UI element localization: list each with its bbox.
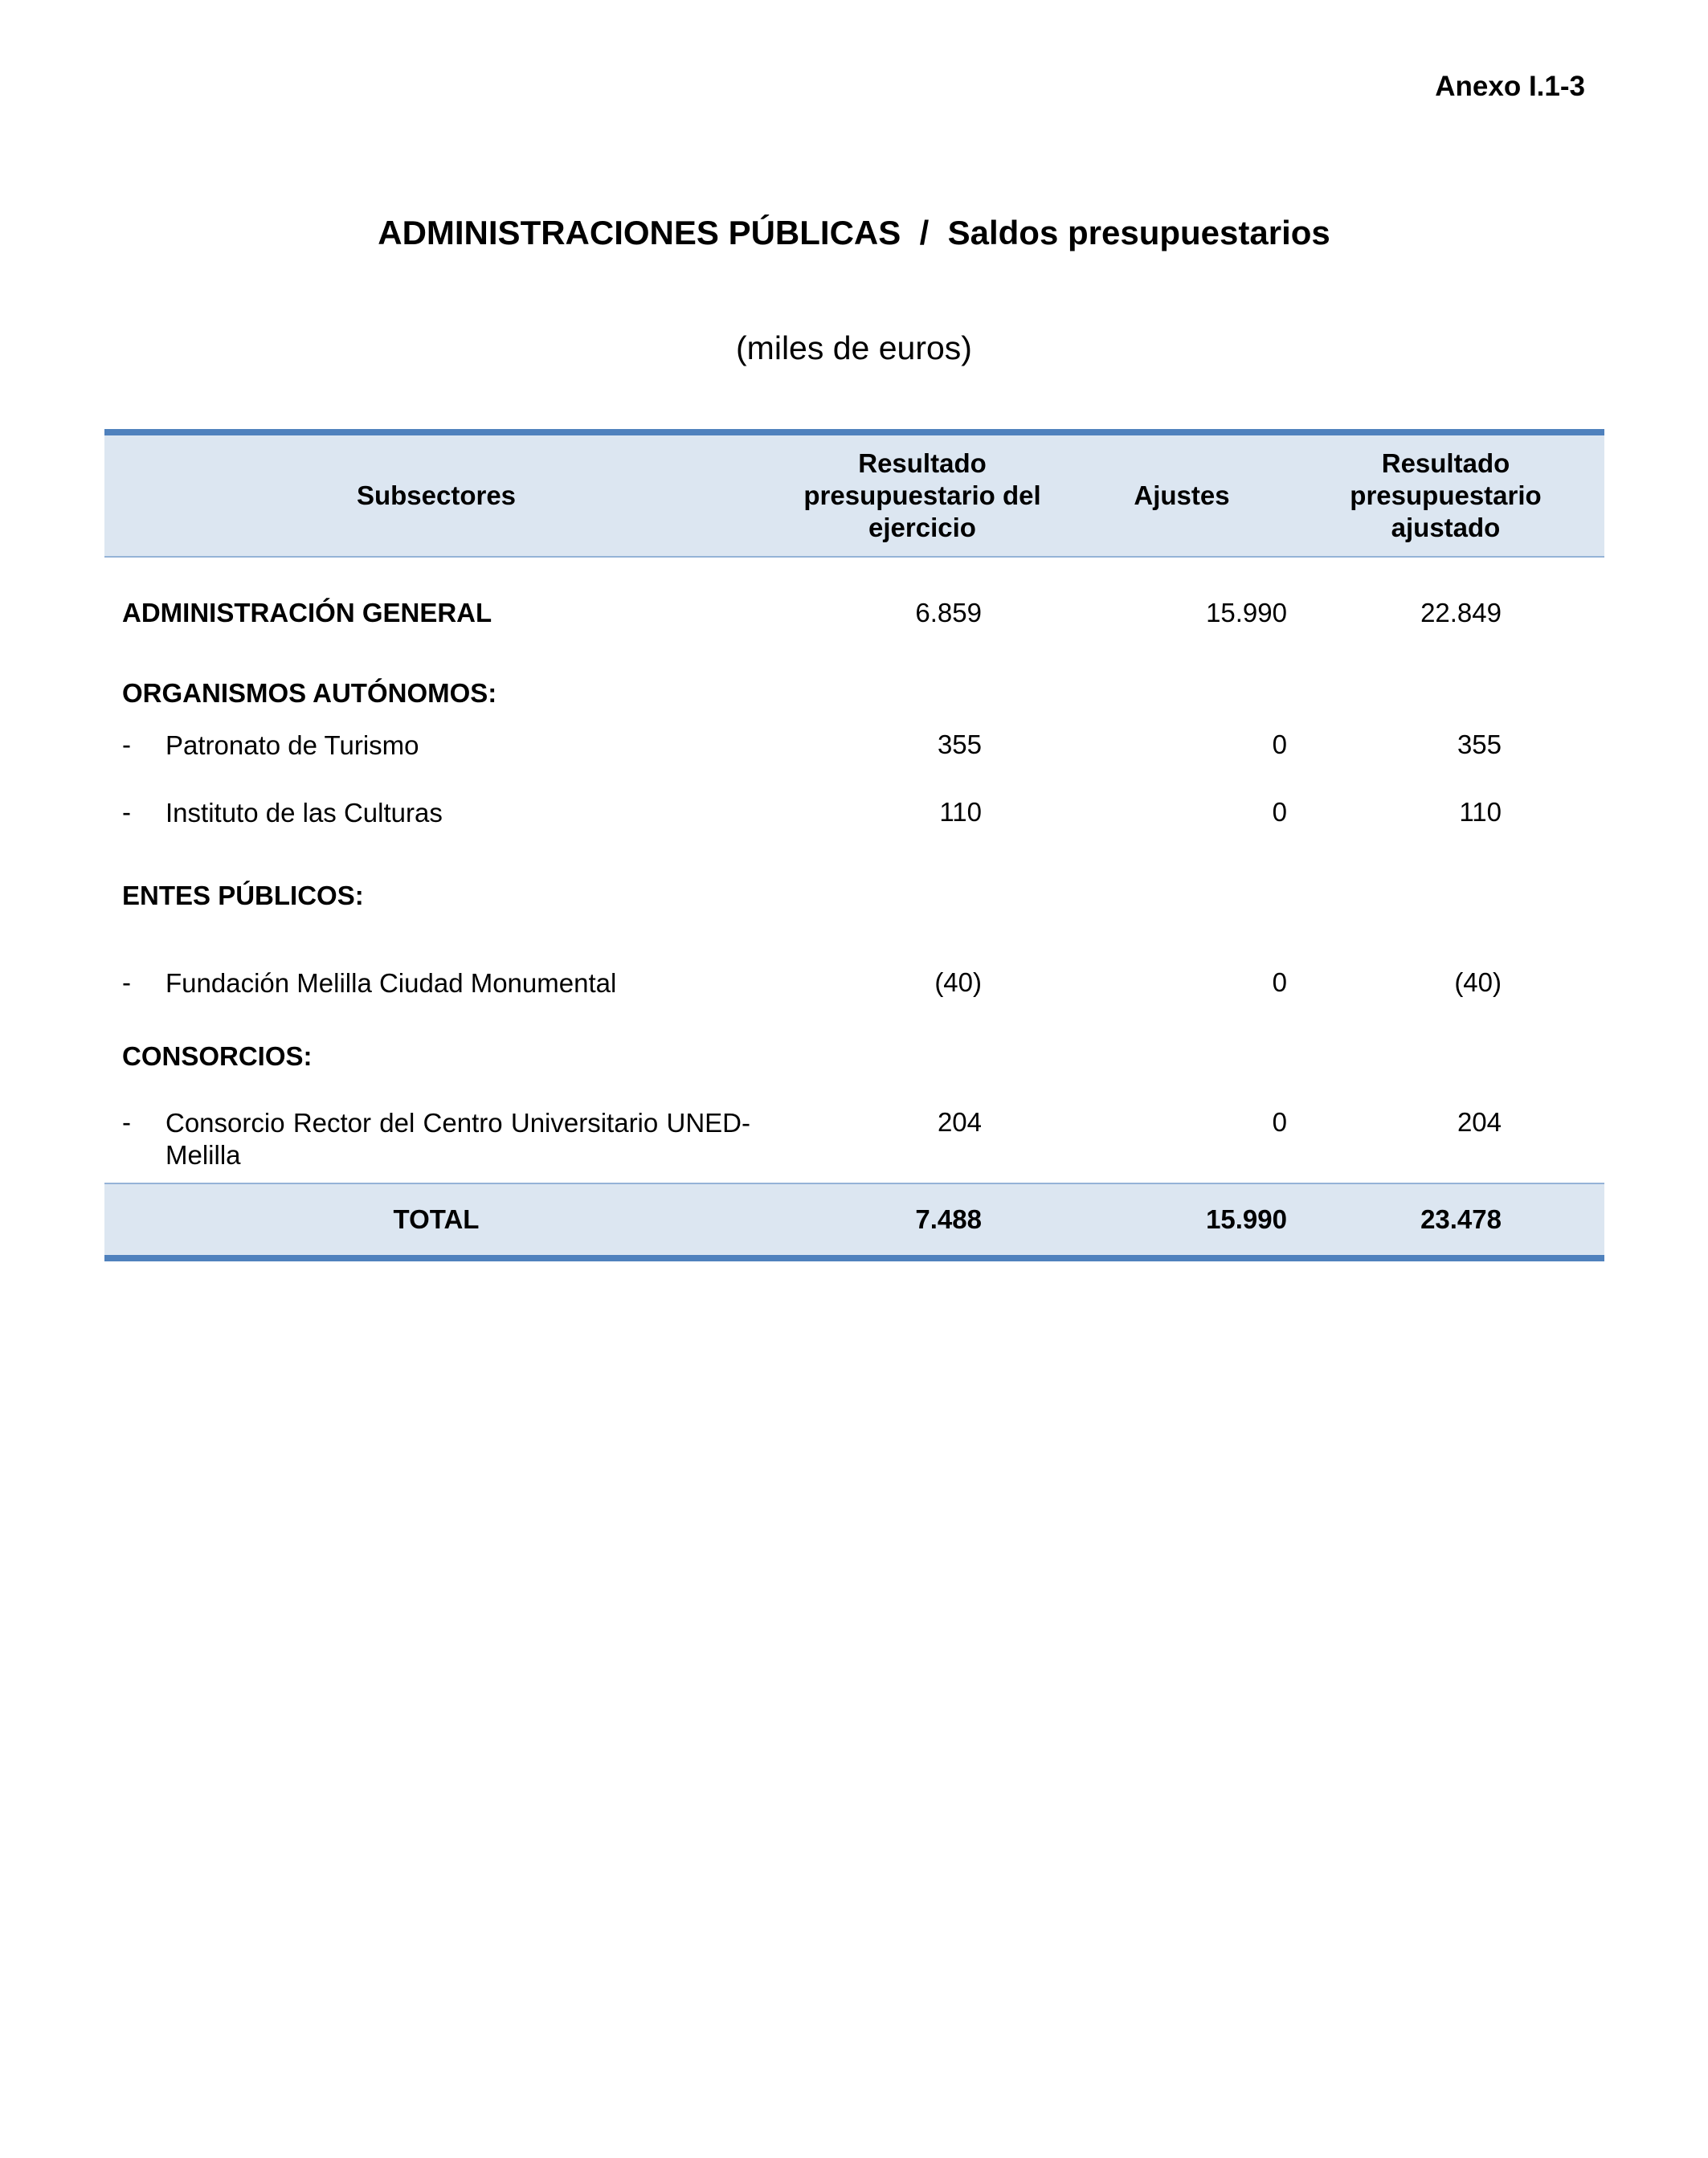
total-resultado: 7.488 <box>768 1183 1077 1258</box>
entity-name: Instituto de las Culturas <box>165 798 443 828</box>
header-subsectores: Subsectores <box>104 432 768 557</box>
cell-resultado: 6.859 <box>915 598 982 627</box>
table-row <box>104 1107 1604 1183</box>
list-dash: - <box>122 730 131 759</box>
cell-ajustes: 0 <box>1272 967 1287 997</box>
cell-ajustado: 355 <box>1457 730 1502 759</box>
section-label: CONSORCIOS: <box>122 1041 313 1071</box>
total-ajustes: 15.990 <box>1077 1183 1287 1258</box>
total-row <box>104 1183 1604 1258</box>
section-header-row <box>104 881 1604 967</box>
table-row <box>104 730 1604 797</box>
cell-ajustado: 204 <box>1457 1107 1502 1137</box>
cell-resultado: 110 <box>939 797 982 827</box>
total-label: TOTAL <box>104 1183 768 1258</box>
budget-balances-table-container <box>104 429 1604 1261</box>
row-label <box>104 1107 768 1183</box>
cell-resultado: (40) <box>934 967 982 997</box>
header-ajustes: Ajustes <box>1077 432 1287 557</box>
table-row <box>104 797 1604 881</box>
row-label <box>104 797 768 881</box>
list-dash: - <box>122 797 131 827</box>
table-row <box>104 967 1604 1041</box>
budget-balances-table <box>104 429 1604 1261</box>
units-subtitle: (miles de euros) <box>736 329 972 366</box>
section-header-row <box>104 1041 1604 1107</box>
entity-name: Fundación Melilla Ciudad Monumental <box>165 968 617 998</box>
total-ajustado: 23.478 <box>1287 1183 1604 1258</box>
cell-resultado: 355 <box>937 730 982 759</box>
cell-ajustado: 110 <box>1459 797 1502 827</box>
header-resultado-ajustado: Resultado presupuestario ajustado <box>1287 432 1604 557</box>
list-dash: - <box>122 1107 131 1137</box>
section-label: ORGANISMOS AUTÓNOMOS: <box>122 678 497 708</box>
row-label: ADMINISTRACIÓN GENERAL <box>122 598 492 627</box>
header-resultado-ejercicio: Resultado presupuestario del ejercicio <box>768 432 1077 557</box>
cell-ajustado: (40) <box>1454 967 1502 997</box>
cell-ajustes: 0 <box>1272 730 1287 759</box>
table-row <box>104 557 1604 648</box>
section-label: ENTES PÚBLICOS: <box>122 881 364 910</box>
table-header-row <box>104 432 1604 557</box>
list-dash: - <box>122 967 131 997</box>
annex-label: Anexo I.1-3 <box>1435 71 1585 102</box>
cell-ajustes: 0 <box>1272 797 1287 827</box>
row-label <box>104 730 768 797</box>
cell-resultado: 204 <box>937 1107 982 1137</box>
entity-name: Patronato de Turismo <box>165 730 419 760</box>
cell-ajustado: 22.849 <box>1420 598 1502 627</box>
row-label <box>104 967 768 1041</box>
entity-name: Consorcio Rector del Centro Universitario UNED-Melilla <box>165 1108 750 1170</box>
cell-ajustes: 0 <box>1272 1107 1287 1137</box>
section-header-row <box>104 648 1604 730</box>
page-title: ADMINISTRACIONES PÚBLICAS / Saldos presupuestarios <box>378 214 1330 251</box>
cell-ajustes: 15.990 <box>1206 598 1287 627</box>
